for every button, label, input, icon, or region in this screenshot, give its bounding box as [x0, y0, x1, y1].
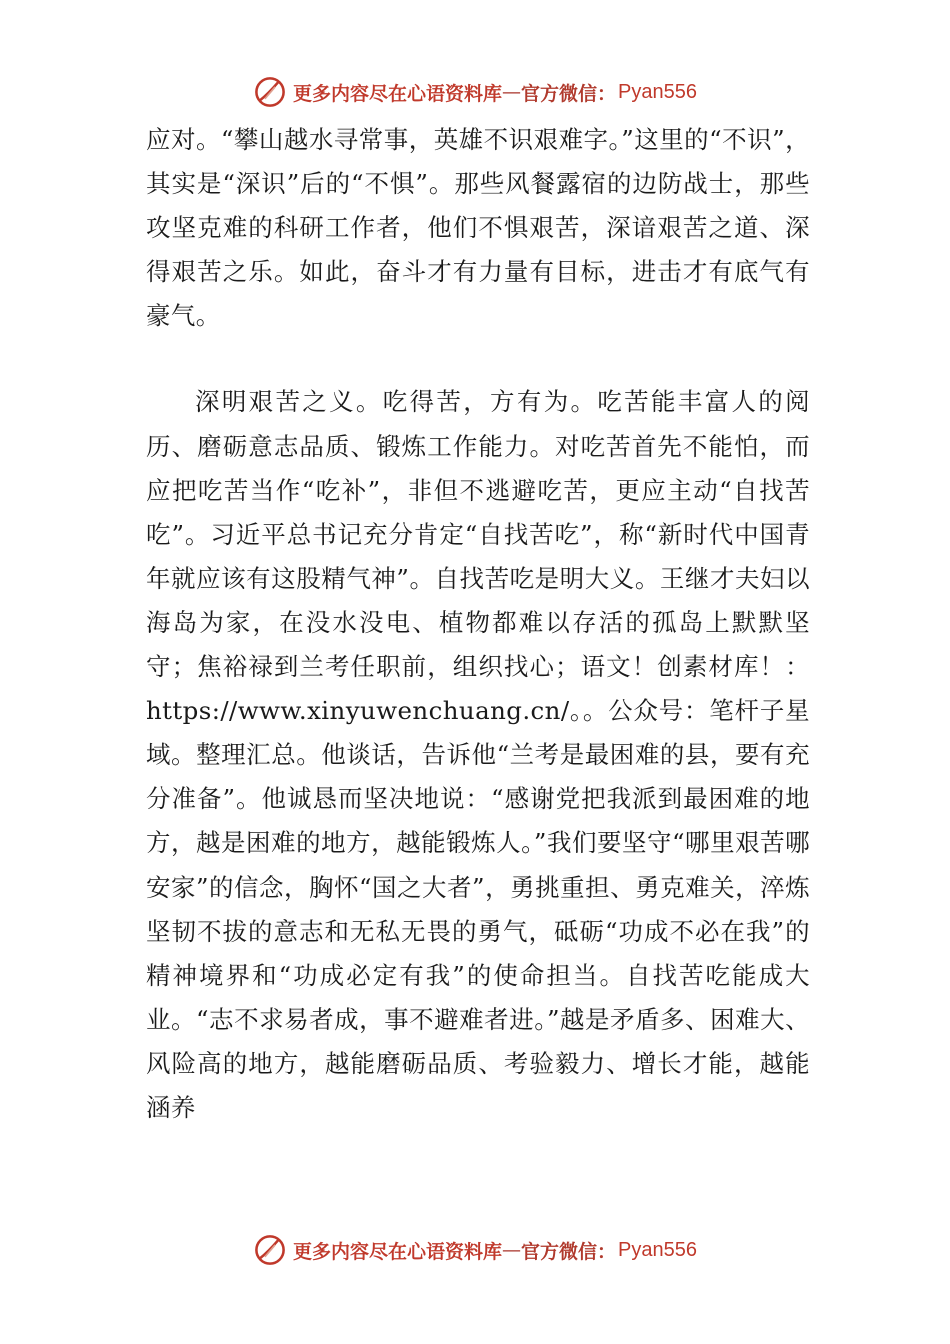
- footer-banner: [0, 1226, 950, 1274]
- document-body: [146, 118, 810, 1130]
- banner-wechat-id: Pyan556: [618, 80, 697, 103]
- footer-wechat-id: Pyan556: [618, 1238, 697, 1261]
- footer-banner-dash: —: [502, 1239, 522, 1261]
- pen-logo-icon: [253, 1233, 287, 1267]
- banner-wechat-label: 官方微信：: [521, 82, 617, 105]
- paragraph-2: 深明艰苦之义。吃得苦，方有为。吃苦能丰富人的阅历、磨砺意志品质、锻炼工作能力。对吃苦首先不能怕，而应把吃苦当作“吃补”，非但不逃避吃苦，更应主动“自找苦吃”。习近平总书记充分肯定“自找苦吃”，称“新时代中国青年就应该有这股精气神”。自找苦吃是明大义。王继才夫妇以海岛为家，在没水没电、植物都难以存活的孤岛上默默坚守；焦裕禄到兰考任职前，组织找心；语文！创素材库！：https://www.xinyuwenchuang.cn/。。公众号：笔杆子星域。整理汇总。他谈话，告诉他“兰考是最困难的县，要有充分准备”。他诚恳而坚决地说：“感谢党把我派到最困难的地方，越是困难的地方，越能锻炼人。”我们要坚守“哪里艰苦哪安家”的信念，胸怀“国之大者”，勇挑重担、勇克难关，淬炼坚韧不拔的意志和无私无畏的勇气，砥砺“功成不必在我”的精神境界和“功成必定有我”的使命担当。自找苦吃能成大业。“志不求易者成，事不避难者进。”越是矛盾多、困难大、风险高的地方，越能磨砺品质、考验毅力、增长才能，越能涵养: [146, 387, 810, 1122]
- footer-wechat-label: 官方微信：: [521, 1240, 617, 1263]
- banner-dash: —: [502, 81, 522, 103]
- banner-title: 更多内容尽在心语资料库: [293, 82, 503, 105]
- paragraph-1: 应对。“攀山越水寻常事，英雄不识艰难字。”这里的“不识”，其实是“深识”后的“不惧”。那些风餐露宿的边防战士，那些攻坚克难的科研工作者，他们不惧艰苦，深谙艰苦之道、深得艰苦之乐。如此，奋斗才有力量有目标，进击才有底气有豪气。: [146, 125, 810, 331]
- paragraph-gap: [146, 338, 810, 380]
- pen-logo-icon: [253, 75, 287, 109]
- footer-banner-title: 更多内容尽在心语资料库: [293, 1240, 503, 1263]
- header-banner: [0, 68, 950, 116]
